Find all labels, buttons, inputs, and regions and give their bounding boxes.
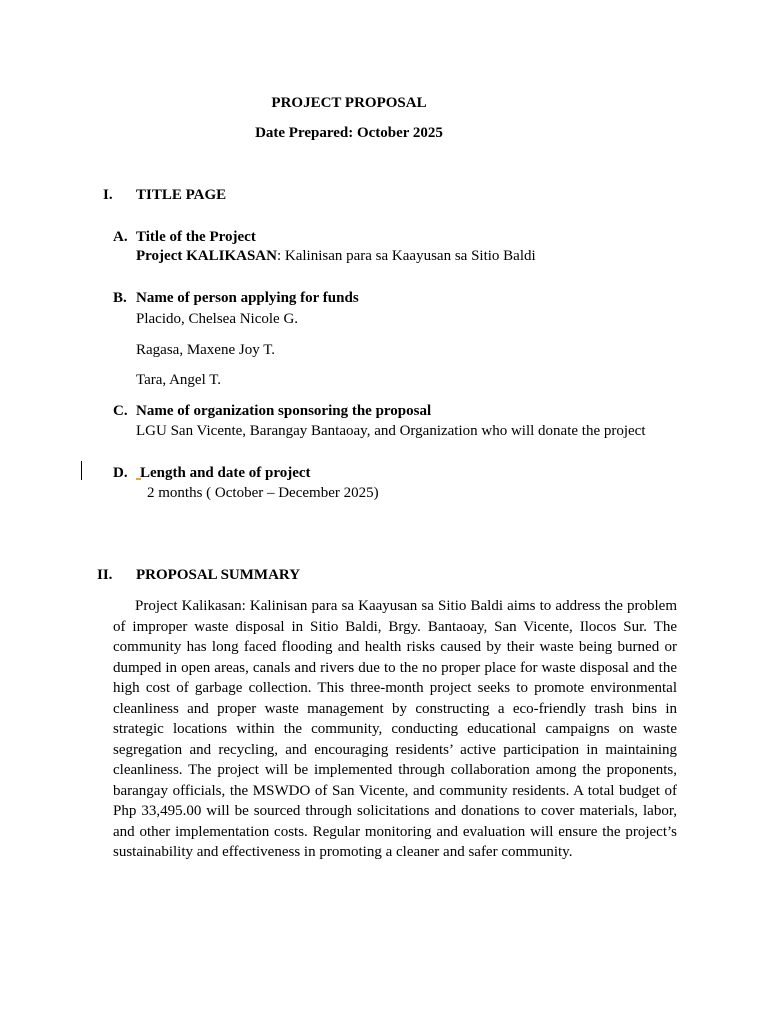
item-b-heading: Name of person applying for funds (136, 290, 359, 306)
item-a-letter: A. (113, 229, 128, 245)
date-prepared: Date Prepared: October 2025 (255, 125, 443, 141)
item-b-letter: B. (113, 290, 127, 306)
item-d-letter: D. (113, 465, 128, 481)
applicant-name: Ragasa, Maxene Joy T. (136, 342, 275, 358)
section-1-numeral: I. (103, 187, 113, 203)
project-length: 2 months ( October – December 2025) (147, 485, 379, 501)
applicant-name: Tara, Angel T. (136, 372, 222, 388)
applicant-name: Placido, Chelsea Nicole G. (136, 311, 299, 327)
project-subtitle: : Kalinisan para sa Kaayusan sa Sitio Baldi (276, 248, 536, 264)
section-2-numeral: II. (97, 567, 113, 583)
item-a-heading: Title of the Project (136, 229, 256, 245)
proposal-summary-paragraph: Project Kalikasan: Kalinisan para sa Kaayusan sa Sitio Baldi aims to address the problem of improper waste disposal in Sitio Baldi, Brgy. Bantaoay, San Vicente, Ilocos Sur. The community has long faced flooding and health risks caused by their waste being burned or dumped in open areas, canals and rivers due to the no proper place for waste disposal and the high cost of garbage collection. This three-month project seeks to promote environmental cleanliness and proper waste management by constructing a eco-friendly trash bins in strategic locations within the community, conducting educational campaigns on waste segregation and recycling, and encouraging residents’ active participation in maintaining cleanliness. The project will be implemented through collaboration among the proponents, barangay officials, the MSWDO of San Vicente, and community residents. A total budget of Php 33,495.00 will be sourced through solicitations and donations to cover materials, labor, and other implementation costs. Regular monitoring and evaluation will ensure the project’s sustainability and effectiveness in promoting a cleaner and safer community. (113, 598, 677, 860)
item-c-letter: C. (113, 403, 128, 419)
document-title: PROJECT PROPOSAL (271, 95, 427, 111)
text-cursor (81, 461, 82, 480)
section-1-heading: TITLE PAGE (136, 187, 227, 203)
section-2-heading: PROPOSAL SUMMARY (136, 567, 301, 583)
item-d-heading: Length and date of project (140, 465, 311, 481)
item-c-heading: Name of organization sponsoring the proposal (136, 403, 432, 419)
project-name: Project KALIKASAN (136, 248, 277, 264)
project-title-line (136, 247, 536, 265)
sponsoring-organization: LGU San Vicente, Barangay Bantaoay, and Organization who will donate the project (136, 423, 646, 439)
